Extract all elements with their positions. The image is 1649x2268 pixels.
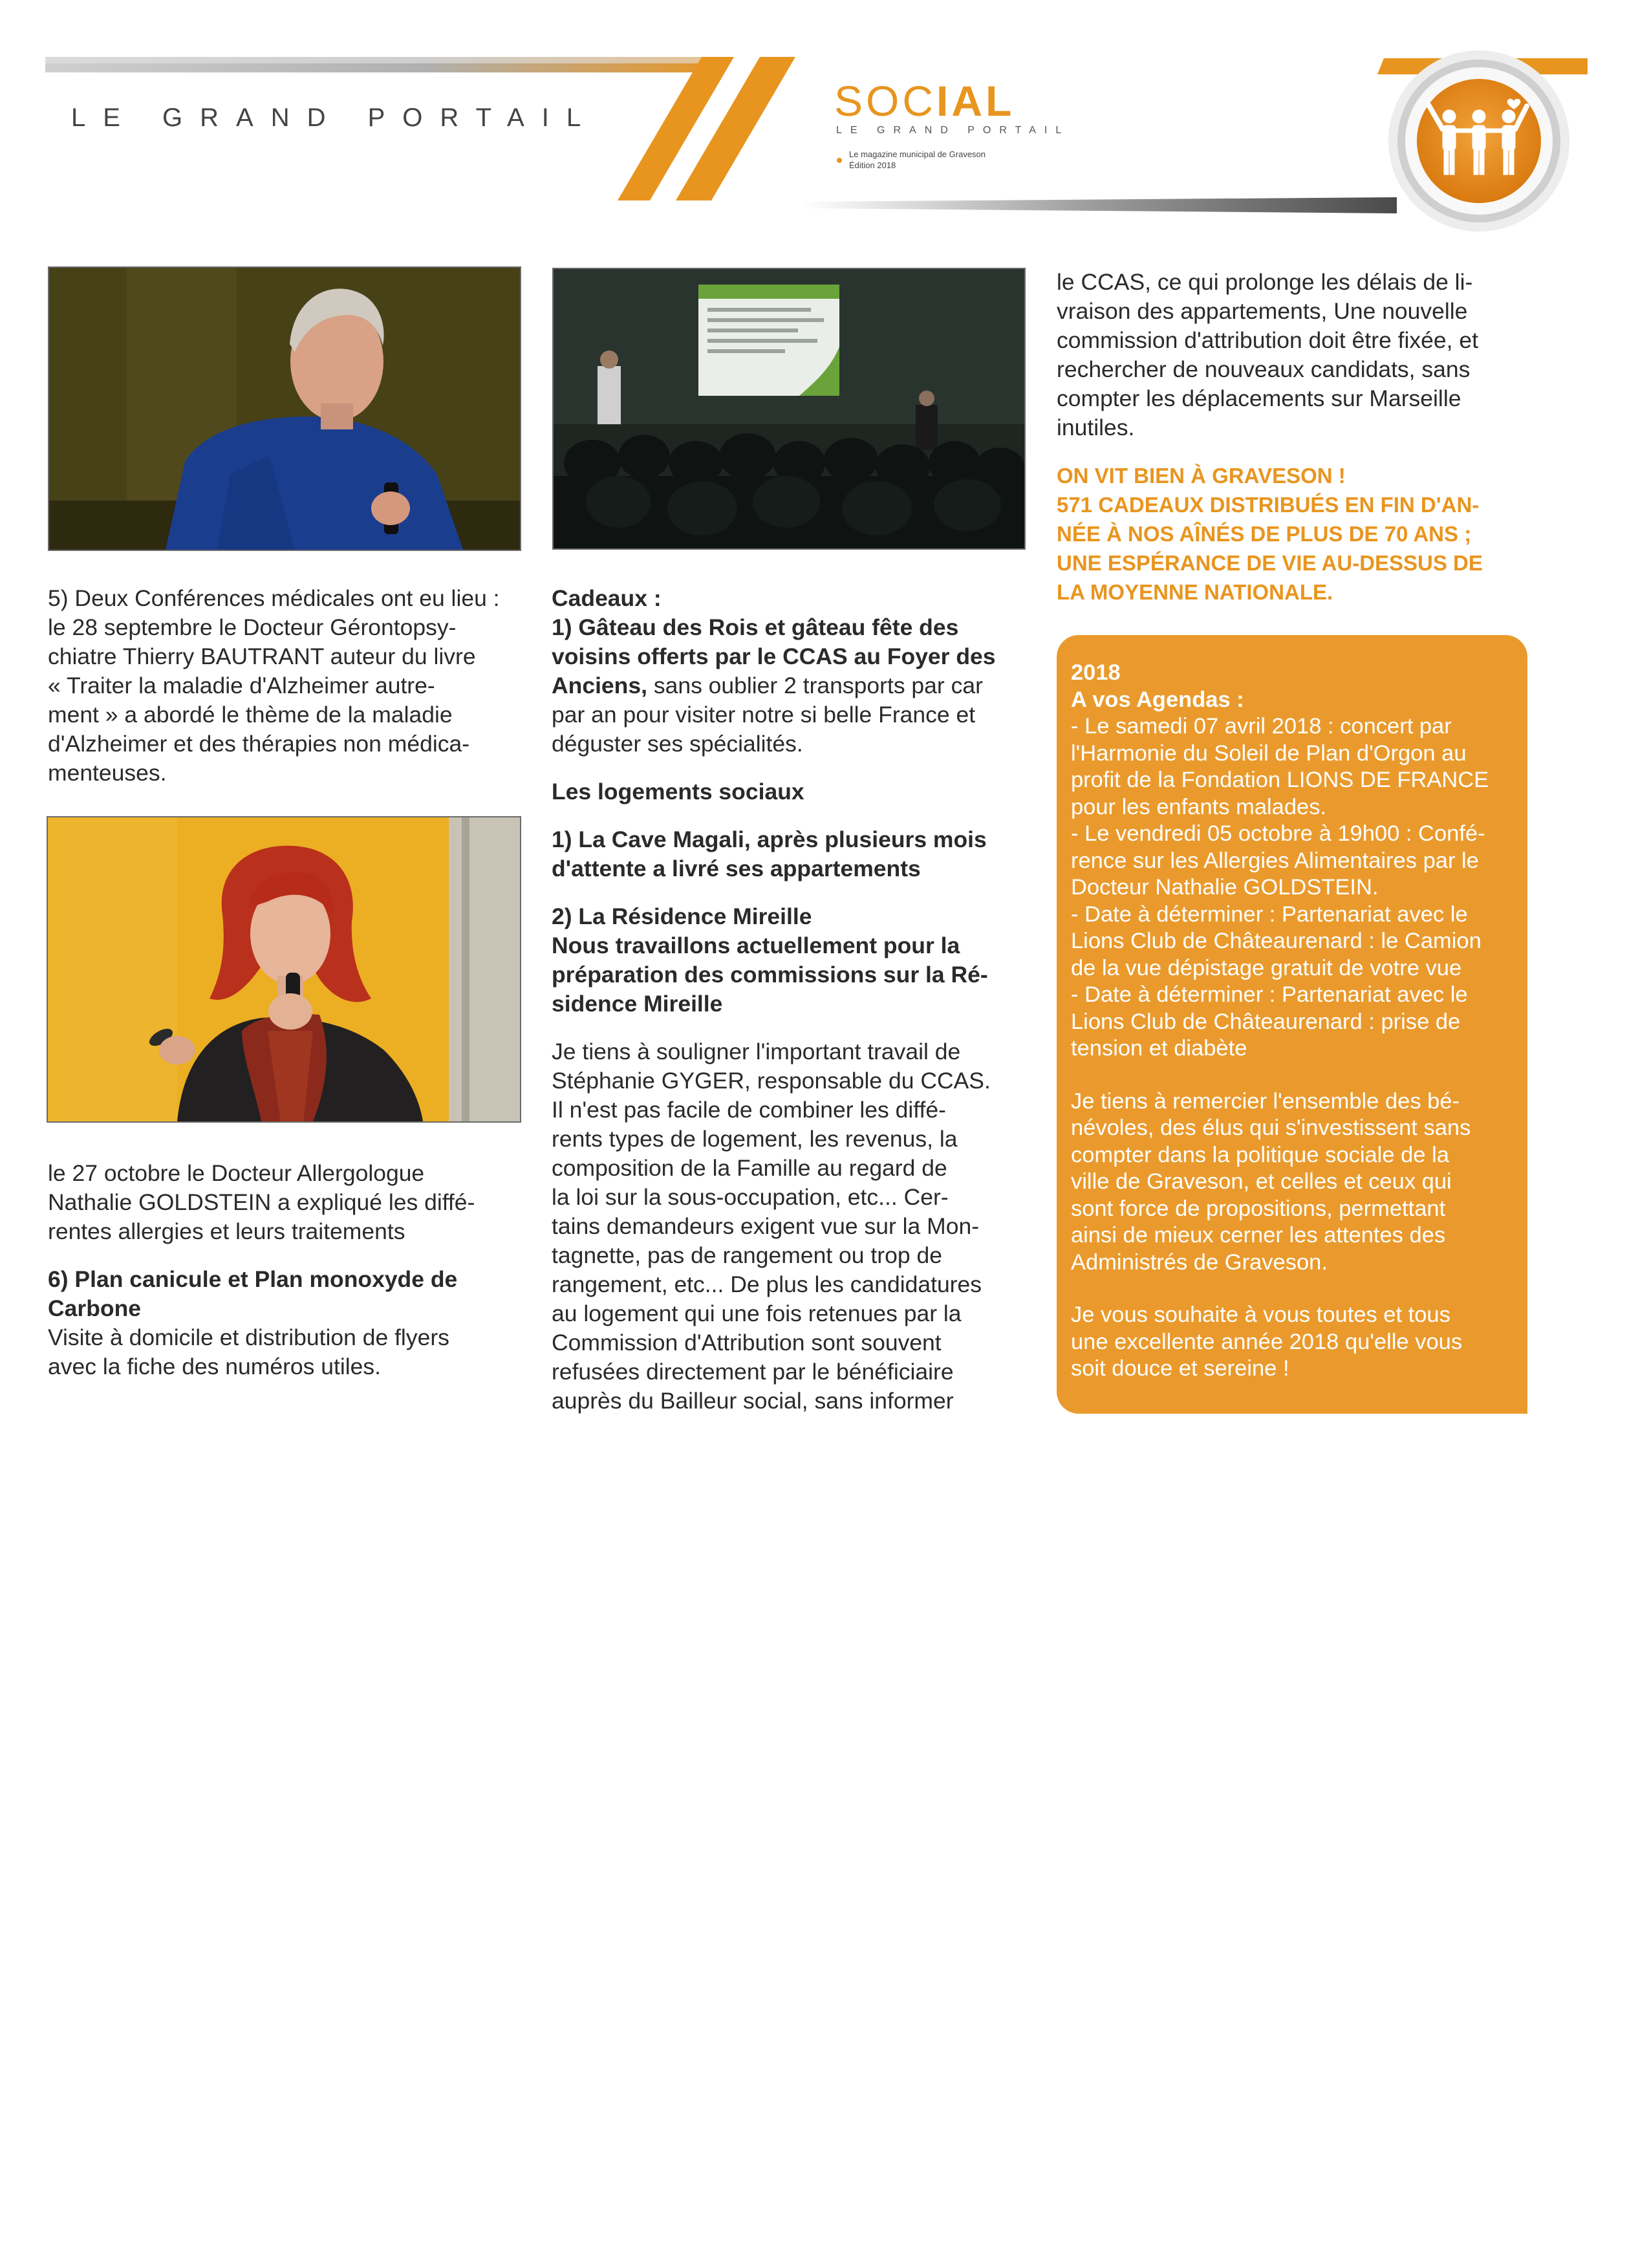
column-2 — [552, 584, 1024, 1416]
column-3 — [1057, 268, 1530, 607]
section-subtitle: LE GRAND PORTAIL — [836, 125, 1070, 136]
section-title: SOCIAL — [834, 77, 1015, 125]
logements-heading: Les logements sociaux — [552, 779, 804, 805]
cave-magali-paragraph: 1) La Cave Magali, après plusieurs mois d'attente a livré ses appartements — [552, 826, 987, 881]
conference-room-photo — [552, 268, 1026, 550]
agenda-thanks: Je tiens à remercier l'ensemble des bé- névoles, des élus qui s'investissent sans compter dans la politique sociale de la ville de Graveson, et celles et ceux qui sont force de propositions, permettant ainsi de mieux cerner les attentes des Administrés de Graveson. — [1071, 1088, 1471, 1275]
ccas-continuation-paragraph: le CCAS, ce qui prolonge les délais de li- vraison des appartements, Une nouvelle commission d'attribution doit être fixée, et rechercher de nouveaux candidats, sans compter les déplacements sur Marseille inutiles. — [1057, 269, 1479, 440]
agenda-wishes: Je vous souhaite à vous toutes et tous une excellente année 2018 qu'elle vous soit douce et sereine ! — [1071, 1302, 1463, 1381]
people-group-icon — [1417, 79, 1541, 203]
plan-canicule-paragraph: Visite à domicile et distribution de flyers avec la fiche des numéros utiles. — [48, 1324, 449, 1379]
column-1-bottom — [48, 1159, 519, 1381]
residence-mireille-paragraph: 2) La Résidence Mireille Nous travaillons actuellement pour la préparation des commissions sur la Ré- sidence Mireille — [552, 903, 988, 1017]
conferences-paragraph: 5) Deux Conférences médicales ont eu lieu : le 28 septembre le Docteur Gérontopsy- chiatre Thierry BAUTRANT auteur du livre « Traiter la maladie d'Alzheimer autre- ment » a abordé le thème de la maladie d'Alzheimer et des thérapies non médica- menteuses. — [48, 585, 500, 786]
woman-speaking-photo — [47, 816, 521, 1123]
header-wordmark: LE GRAND PORTAIL — [71, 103, 599, 132]
ccas-paragraph: Je tiens à souligner l'important travail de Stéphanie GYGER, responsable du CCAS. Il n'est pas facile de combiner les diffé- rents types de logement, les revenus, la composition de la Famille au regard de la loi sur la sous-occupation, etc... Cer- tains demandeurs exigent vue sur la Mon- tagnette, pas de rangement ou trop de rangement, etc... De plus les candidatures au logement qui une fois retenues par la Commission d'Attribution sont souvent refusées directement par le bénéficiaire auprès du Bailleur social, sans informer — [552, 1039, 991, 1414]
agenda-box — [1057, 635, 1527, 1414]
agenda-item-conference: - Le vendredi 05 octobre à 19h00 : Confé- rence sur les Allergies Alimentaires par le Docteur Nathalie GOLDSTEIN. — [1071, 821, 1485, 900]
agenda-item-camion: - Date à déterminer : Partenariat avec le Lions Club de Châteaurenard : le Camion de la vue dépistage gratuit de votre vue — [1071, 902, 1482, 980]
plan-canicule-heading: 6) Plan canicule et Plan monoxyde de Carbone — [48, 1266, 458, 1321]
cadeaux-heading: Cadeaux : — [552, 585, 662, 611]
agenda-year: 2018 — [1071, 660, 1121, 685]
bullet-dot-icon — [837, 158, 842, 163]
agenda-item-tension: - Date à déterminer : Partenariat avec le Lions Club de Châteaurenard : prise de tension et diabète — [1071, 982, 1468, 1061]
man-speaking-photo — [48, 266, 521, 551]
agenda-title: A vos Agendas : — [1071, 687, 1244, 712]
highlight-paragraph: ON VIT BIEN À GRAVESON ! 571 CADEAUX DISTRIBUÉS EN FIN D'AN- NÉE À NOS AÎNÉS DE PLUS DE 70 ANS ; UNE ESPÉRANCE DE VIE AU-DESSUS DE LA MOYENNE NATIONALE. — [1057, 464, 1483, 604]
cadeaux-paragraph: 1) Gâteau des Rois et gâteau fête des voisins offerts par le CCAS au Foyer des Anciens, sans oublier 2 transports par car par an pour visiter notre si belle France et déguster ses spécialités. — [552, 614, 996, 757]
magazine-info: Le magazine municipal de Graveson Édition 2018 — [849, 149, 986, 170]
column-1-top — [48, 584, 519, 788]
agenda-item-concert: - Le samedi 07 avril 2018 : concert par l'Harmonie du Soleil de Plan d'Orgon au profit de la Fondation LIONS DE FRANCE pour les enfants malades. — [1071, 714, 1489, 819]
allergy-conference-paragraph: le 27 octobre le Docteur Allergologue Nathalie GOLDSTEIN a expliqué les diffé- rentes allergies et leurs traitements — [48, 1160, 475, 1244]
header-decoration — [0, 0, 1649, 272]
